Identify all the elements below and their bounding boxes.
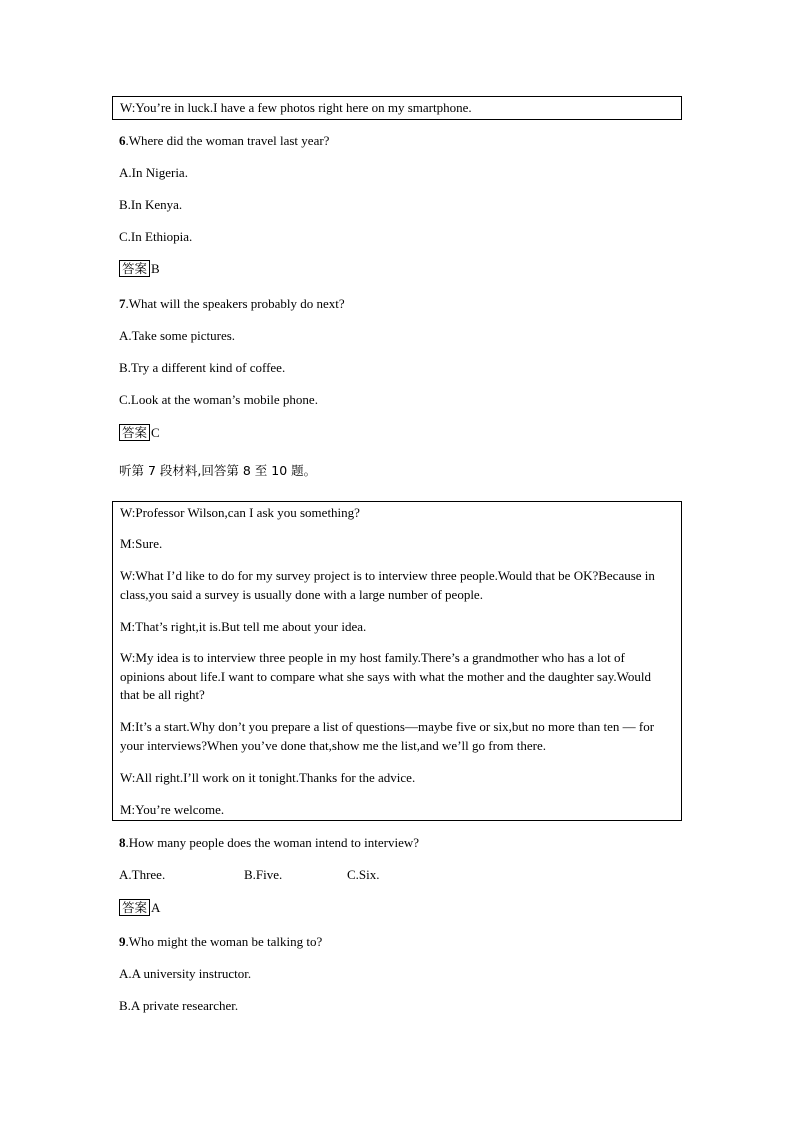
question-8: 8.How many people does the woman intend to interview? xyxy=(119,835,420,850)
answer-7 xyxy=(119,424,160,442)
option-6c: C.In Ethiopia. xyxy=(119,229,193,244)
question-number: 9 xyxy=(119,934,126,949)
dialog-line: M:Sure. xyxy=(120,536,163,551)
answer-value: B xyxy=(151,261,160,276)
question-7: 7.What will the speakers probably do next? xyxy=(119,296,345,311)
dialog-line: W:My idea is to interview three people in my host family.There’s a grandmother who has a lot of opinions about life.I want to compare what she says with what the mother and the daughter say.Would that be all right? xyxy=(120,650,651,702)
question-number: 7 xyxy=(119,296,126,311)
option-8a: A.Three. xyxy=(119,867,166,882)
option-8b: B.Five. xyxy=(244,867,283,882)
question-number: 6 xyxy=(119,133,126,148)
answer-value: C xyxy=(151,425,160,440)
option-8c: C.Six. xyxy=(347,867,380,882)
question-text: How many people does the woman intend to interview? xyxy=(128,835,420,850)
dialog-box-top xyxy=(112,96,682,120)
section-intro: 听第 7 段材料,回答第 8 至 10 题。 xyxy=(119,463,317,478)
answer-label: 答案 xyxy=(119,260,150,277)
options-8 xyxy=(119,866,380,884)
option-7c: C.Look at the woman’s mobile phone. xyxy=(119,392,318,407)
option-6a: A.In Nigeria. xyxy=(119,165,188,180)
question-6: 6.Where did the woman travel last year? xyxy=(119,133,330,148)
dialog-line: W:What I’d like to do for my survey project is to interview three people.Would that be OK?Because in class,you said a survey is usually done with a large number of people. xyxy=(120,568,655,602)
option-9b: B.A private researcher. xyxy=(119,998,239,1013)
dialog-box xyxy=(112,501,682,821)
dialog-line: M:It’s a start.Why don’t you prepare a list of questions—maybe five or six,but no more than ten — for your interviews?When you’ve done that,show me the list,and we’ll go from there. xyxy=(120,719,655,753)
answer-value: A xyxy=(151,900,161,915)
question-9: 9.Who might the woman be talking to? xyxy=(119,934,323,949)
answer-label: 答案 xyxy=(119,424,150,441)
answer-6 xyxy=(119,260,160,278)
option-6b: B.In Kenya. xyxy=(119,197,183,212)
dialog-line: W:You’re in luck.I have a few photos right here on my smartphone. xyxy=(120,100,472,115)
option-7a: A.Take some pictures. xyxy=(119,328,236,343)
option-7b: B.Try a different kind of coffee. xyxy=(119,360,286,375)
question-text: Where did the woman travel last year? xyxy=(128,133,330,148)
option-9a: A.A university instructor. xyxy=(119,966,252,981)
answer-8 xyxy=(119,899,160,917)
dialog-line: M:You’re welcome. xyxy=(120,802,225,817)
question-number: 8 xyxy=(119,835,126,850)
dialog-line: M:That’s right,it is.But tell me about your idea. xyxy=(120,619,367,634)
dialog-line: W:Professor Wilson,can I ask you something? xyxy=(120,505,360,520)
question-text: Who might the woman be talking to? xyxy=(128,934,323,949)
answer-label: 答案 xyxy=(119,899,150,916)
question-text: What will the speakers probably do next? xyxy=(128,296,345,311)
dialog-line: W:All right.I’ll work on it tonight.Thanks for the advice. xyxy=(120,770,416,785)
